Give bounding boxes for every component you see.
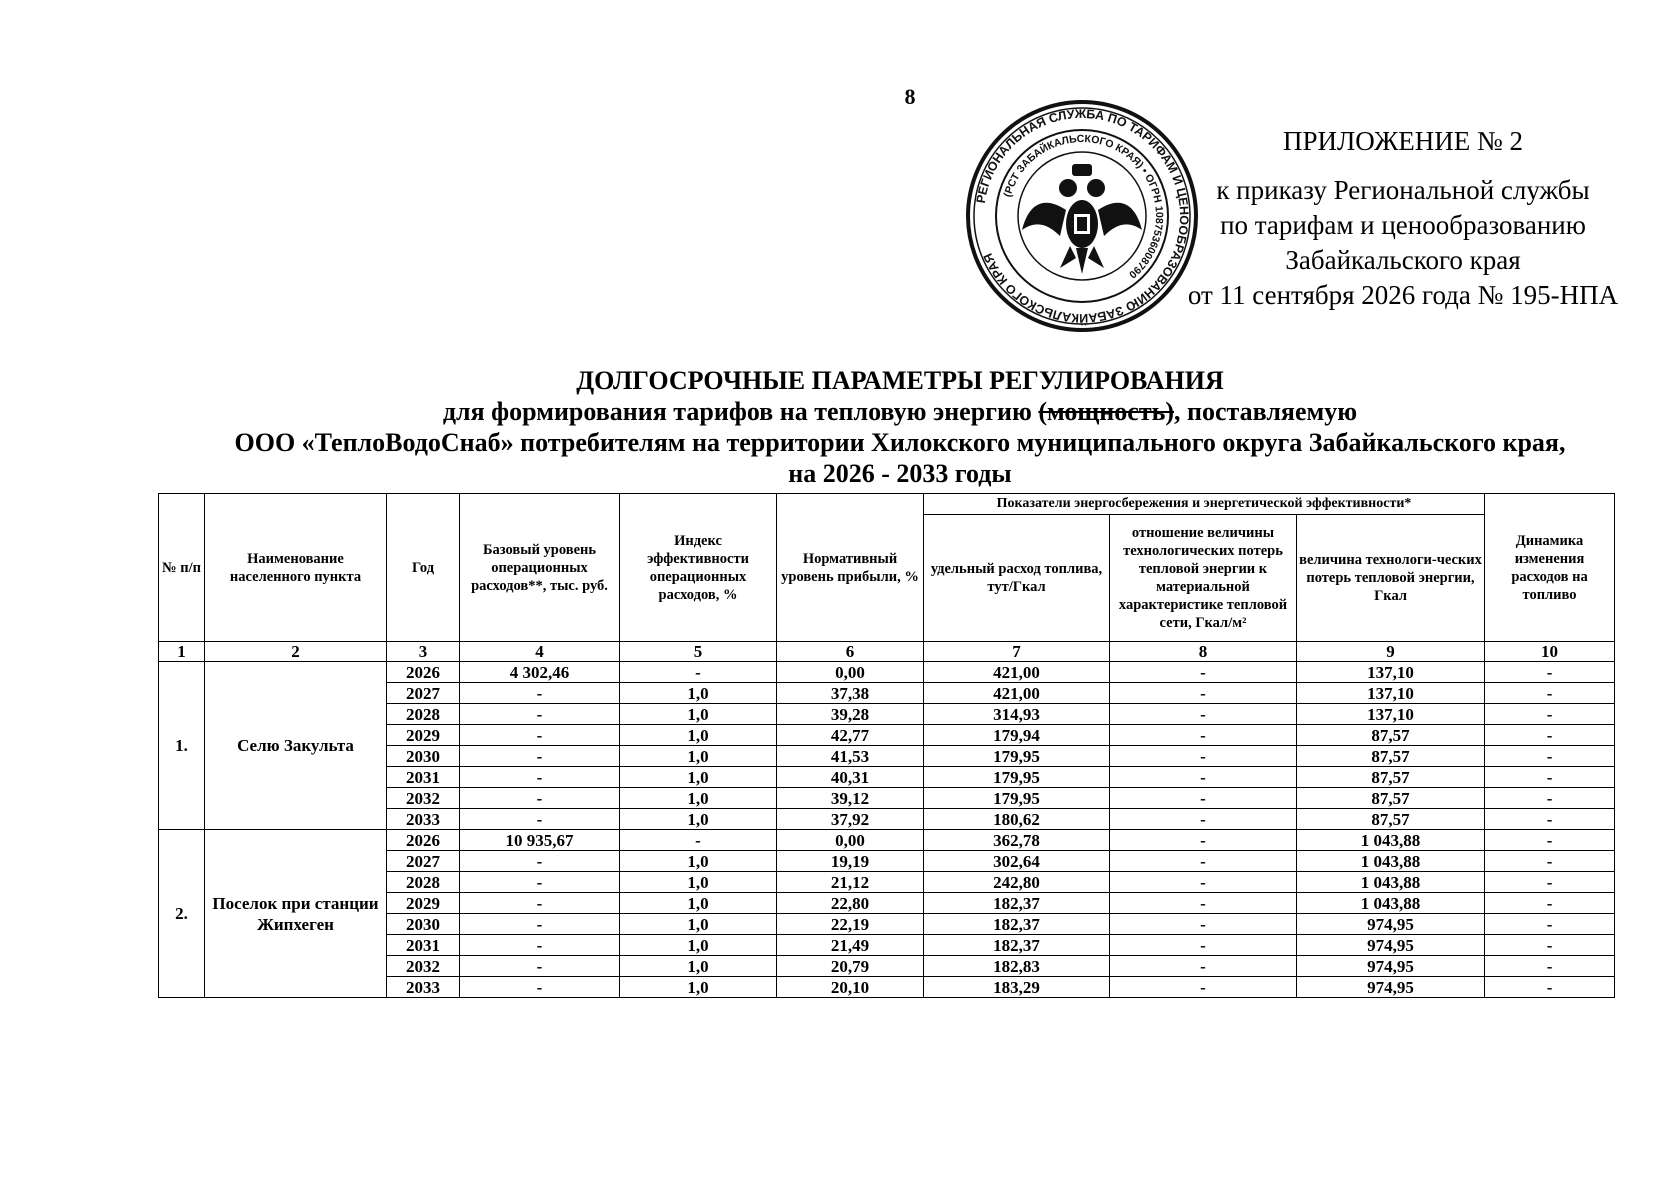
base-level-cell: - [460, 683, 620, 704]
base-level-cell: - [460, 956, 620, 977]
loss-value-cell: 137,10 [1297, 704, 1485, 725]
loss-value-cell: 87,57 [1297, 746, 1485, 767]
title-line-3: ООО «ТеплоВодоСнаб» потребителям на территории Хилокского муниципального округа Забайкальского края, [234, 428, 1566, 457]
title-line-2 [160, 396, 1640, 427]
fuel-dynamics-cell: - [1485, 809, 1615, 830]
efficiency-index-cell: 1,0 [620, 872, 777, 893]
row-number-cell: 2. [159, 830, 205, 998]
base-level-cell: - [460, 872, 620, 893]
year-cell: 2032 [387, 956, 460, 977]
column-number: 6 [777, 642, 924, 662]
loss-value-cell: 87,57 [1297, 809, 1485, 830]
year-cell: 2027 [387, 851, 460, 872]
efficiency-index-cell: 1,0 [620, 851, 777, 872]
header-energy-group: Показатели энергосбережения и энергетической эффективности* [924, 494, 1485, 515]
settlement-name-cell: Поселок при станции Жипхеген [205, 830, 387, 998]
fuel-dynamics-cell: - [1485, 725, 1615, 746]
year-cell: 2031 [387, 935, 460, 956]
loss-ratio-cell: - [1110, 746, 1297, 767]
profit-level-cell: 42,77 [777, 725, 924, 746]
loss-ratio-cell: - [1110, 956, 1297, 977]
base-level-cell: - [460, 935, 620, 956]
efficiency-index-cell: 1,0 [620, 767, 777, 788]
year-cell: 2032 [387, 788, 460, 809]
year-cell: 2033 [387, 977, 460, 998]
year-cell: 2031 [387, 767, 460, 788]
seal-outer-text: РЕГИОНАЛЬНАЯ СЛУЖБА ПО ТАРИФАМ И ЦЕНООБРАЗОВАНИЮ ЗАБАЙКАЛЬСКОГО КРАЯ [973, 106, 1192, 326]
loss-value-cell: 137,10 [1297, 683, 1485, 704]
base-level-cell: - [460, 746, 620, 767]
title-line-1: ДОЛГОСРОЧНЫЕ ПАРАМЕТРЫ РЕГУЛИРОВАНИЯ [576, 366, 1224, 395]
year-cell: 2028 [387, 704, 460, 725]
title-struck-word: (мощность) [1038, 397, 1175, 426]
loss-value-cell: 974,95 [1297, 935, 1485, 956]
loss-value-cell: 137,10 [1297, 662, 1485, 683]
fuel-rate-cell: 302,64 [924, 851, 1110, 872]
appendix-line-1: к приказу Региональной службы [1216, 175, 1590, 205]
fuel-dynamics-cell: - [1485, 746, 1615, 767]
efficiency-index-cell: 1,0 [620, 809, 777, 830]
year-cell: 2030 [387, 914, 460, 935]
profit-level-cell: 37,92 [777, 809, 924, 830]
title-line-2-part-b: , поставляемую [1174, 397, 1358, 426]
column-number: 5 [620, 642, 777, 662]
profit-level-cell: 37,38 [777, 683, 924, 704]
loss-ratio-cell: - [1110, 914, 1297, 935]
header-year: Год [387, 494, 460, 642]
base-level-cell: 10 935,67 [460, 830, 620, 851]
fuel-dynamics-cell: - [1485, 914, 1615, 935]
appendix-line-2: по тарифам и ценообразованию [1220, 210, 1586, 240]
column-number: 7 [924, 642, 1110, 662]
base-level-cell: 4 302,46 [460, 662, 620, 683]
efficiency-index-cell: - [620, 830, 777, 851]
efficiency-index-cell: 1,0 [620, 893, 777, 914]
year-cell: 2029 [387, 893, 460, 914]
efficiency-index-cell: 1,0 [620, 935, 777, 956]
fuel-rate-cell: 179,95 [924, 767, 1110, 788]
base-level-cell: - [460, 914, 620, 935]
fuel-rate-cell: 421,00 [924, 683, 1110, 704]
header-settlement: Наименование населенного пункта [205, 494, 387, 642]
loss-ratio-cell: - [1110, 830, 1297, 851]
appendix-block [1148, 124, 1658, 313]
fuel-rate-cell: 183,29 [924, 977, 1110, 998]
base-level-cell: - [460, 704, 620, 725]
column-number: 1 [159, 642, 205, 662]
loss-ratio-cell: - [1110, 893, 1297, 914]
fuel-rate-cell: 362,78 [924, 830, 1110, 851]
base-level-cell: - [460, 893, 620, 914]
fuel-dynamics-cell: - [1485, 893, 1615, 914]
loss-value-cell: 87,57 [1297, 767, 1485, 788]
profit-level-cell: 20,79 [777, 956, 924, 977]
loss-value-cell: 87,57 [1297, 725, 1485, 746]
fuel-rate-cell: 182,37 [924, 893, 1110, 914]
fuel-rate-cell: 179,95 [924, 746, 1110, 767]
profit-level-cell: 40,31 [777, 767, 924, 788]
loss-value-cell: 974,95 [1297, 977, 1485, 998]
column-number: 2 [205, 642, 387, 662]
fuel-rate-cell: 179,95 [924, 788, 1110, 809]
efficiency-index-cell: 1,0 [620, 914, 777, 935]
profit-level-cell: 0,00 [777, 830, 924, 851]
profit-level-cell: 0,00 [777, 662, 924, 683]
profit-level-cell: 21,49 [777, 935, 924, 956]
year-cell: 2030 [387, 746, 460, 767]
efficiency-index-cell: 1,0 [620, 746, 777, 767]
efficiency-index-cell: 1,0 [620, 977, 777, 998]
efficiency-index-cell: 1,0 [620, 725, 777, 746]
fuel-rate-cell: 242,80 [924, 872, 1110, 893]
loss-value-cell: 974,95 [1297, 956, 1485, 977]
header-loss-ratio: отношение величины технологических потерь тепловой энергии к материальной характеристике тепловой сети, Гкал/м² [1110, 515, 1297, 642]
fuel-rate-cell: 314,93 [924, 704, 1110, 725]
loss-ratio-cell: - [1110, 851, 1297, 872]
base-level-cell: - [460, 977, 620, 998]
fuel-dynamics-cell: - [1485, 683, 1615, 704]
fuel-rate-cell: 182,37 [924, 935, 1110, 956]
fuel-dynamics-cell: - [1485, 830, 1615, 851]
fuel-rate-cell: 180,62 [924, 809, 1110, 830]
base-level-cell: - [460, 767, 620, 788]
fuel-dynamics-cell: - [1485, 788, 1615, 809]
fuel-rate-cell: 421,00 [924, 662, 1110, 683]
settlement-name-cell: Селю Закульта [205, 662, 387, 830]
loss-ratio-cell: - [1110, 683, 1297, 704]
appendix-title: ПРИЛОЖЕНИЕ № 2 [1282, 126, 1524, 156]
header-efficiency-index: Индекс эффективности операционных расходов, % [620, 494, 777, 642]
loss-ratio-cell: - [1110, 872, 1297, 893]
fuel-rate-cell: 182,83 [924, 956, 1110, 977]
fuel-rate-cell: 179,94 [924, 725, 1110, 746]
fuel-dynamics-cell: - [1485, 851, 1615, 872]
loss-value-cell: 1 043,88 [1297, 830, 1485, 851]
year-cell: 2033 [387, 809, 460, 830]
efficiency-index-cell: 1,0 [620, 956, 777, 977]
year-cell: 2029 [387, 725, 460, 746]
efficiency-index-cell: 1,0 [620, 704, 777, 725]
profit-level-cell: 22,80 [777, 893, 924, 914]
profit-level-cell: 39,28 [777, 704, 924, 725]
loss-ratio-cell: - [1110, 809, 1297, 830]
loss-value-cell: 1 043,88 [1297, 893, 1485, 914]
loss-ratio-cell: - [1110, 788, 1297, 809]
fuel-rate-cell: 182,37 [924, 914, 1110, 935]
table-row [159, 830, 1615, 851]
appendix-line-4: от 11 сентября 2026 года № 195-НПА [1187, 280, 1619, 310]
year-cell: 2027 [387, 683, 460, 704]
column-number-row [159, 642, 1615, 662]
profit-level-cell: 19,19 [777, 851, 924, 872]
regulation-parameters-table [158, 493, 1615, 998]
title-line-4: на 2026 - 2033 годы [788, 459, 1012, 488]
title-line-2-part-a: для формирования тарифов на тепловую энергию [442, 397, 1039, 426]
fuel-dynamics-cell: - [1485, 767, 1615, 788]
loss-value-cell: 974,95 [1297, 914, 1485, 935]
profit-level-cell: 20,10 [777, 977, 924, 998]
column-number: 9 [1297, 642, 1485, 662]
fuel-dynamics-cell: - [1485, 977, 1615, 998]
base-level-cell: - [460, 725, 620, 746]
base-level-cell: - [460, 851, 620, 872]
year-cell: 2026 [387, 830, 460, 851]
loss-ratio-cell: - [1110, 935, 1297, 956]
loss-ratio-cell: - [1110, 767, 1297, 788]
profit-level-cell: 41,53 [777, 746, 924, 767]
seal-inner-text: (РСТ ЗАБАЙКАЛЬСКОГО КРАЯ) • ОГРН 1087536008790 [1001, 132, 1166, 281]
profit-level-cell: 22,19 [777, 914, 924, 935]
efficiency-index-cell: 1,0 [620, 683, 777, 704]
base-level-cell: - [460, 809, 620, 830]
efficiency-index-cell: - [620, 662, 777, 683]
column-number: 10 [1485, 642, 1615, 662]
fuel-dynamics-cell: - [1485, 704, 1615, 725]
document-title [160, 365, 1640, 489]
loss-value-cell: 87,57 [1297, 788, 1485, 809]
loss-ratio-cell: - [1110, 725, 1297, 746]
base-level-cell: - [460, 788, 620, 809]
loss-ratio-cell: - [1110, 662, 1297, 683]
column-number: 3 [387, 642, 460, 662]
column-number: 4 [460, 642, 620, 662]
header-fuel-rate: удельный расход топлива, тут/Гкал [924, 515, 1110, 642]
table-row [159, 662, 1615, 683]
loss-ratio-cell: - [1110, 704, 1297, 725]
profit-level-cell: 39,12 [777, 788, 924, 809]
efficiency-index-cell: 1,0 [620, 788, 777, 809]
year-cell: 2028 [387, 872, 460, 893]
page-number: 8 [904, 84, 916, 109]
fuel-dynamics-cell: - [1485, 662, 1615, 683]
header-fuel-dynamics: Динамика изменения расходов на топливо [1485, 494, 1615, 642]
loss-value-cell: 1 043,88 [1297, 872, 1485, 893]
column-number: 8 [1110, 642, 1297, 662]
year-cell: 2026 [387, 662, 460, 683]
header-base-level: Базовый уровень операционных расходов**, тыс. руб. [460, 494, 620, 642]
header-num: № п/п [159, 494, 205, 642]
header-loss-value: величина технологи-ческих потерь тепловой энергии, Гкал [1297, 515, 1485, 642]
profit-level-cell: 21,12 [777, 872, 924, 893]
loss-value-cell: 1 043,88 [1297, 851, 1485, 872]
fuel-dynamics-cell: - [1485, 872, 1615, 893]
fuel-dynamics-cell: - [1485, 935, 1615, 956]
header-profit-level: Нормативный уровень прибыли, % [777, 494, 924, 642]
loss-ratio-cell: - [1110, 977, 1297, 998]
appendix-line-3: Забайкальского края [1285, 245, 1521, 275]
fuel-dynamics-cell: - [1485, 956, 1615, 977]
row-number-cell: 1. [159, 662, 205, 830]
